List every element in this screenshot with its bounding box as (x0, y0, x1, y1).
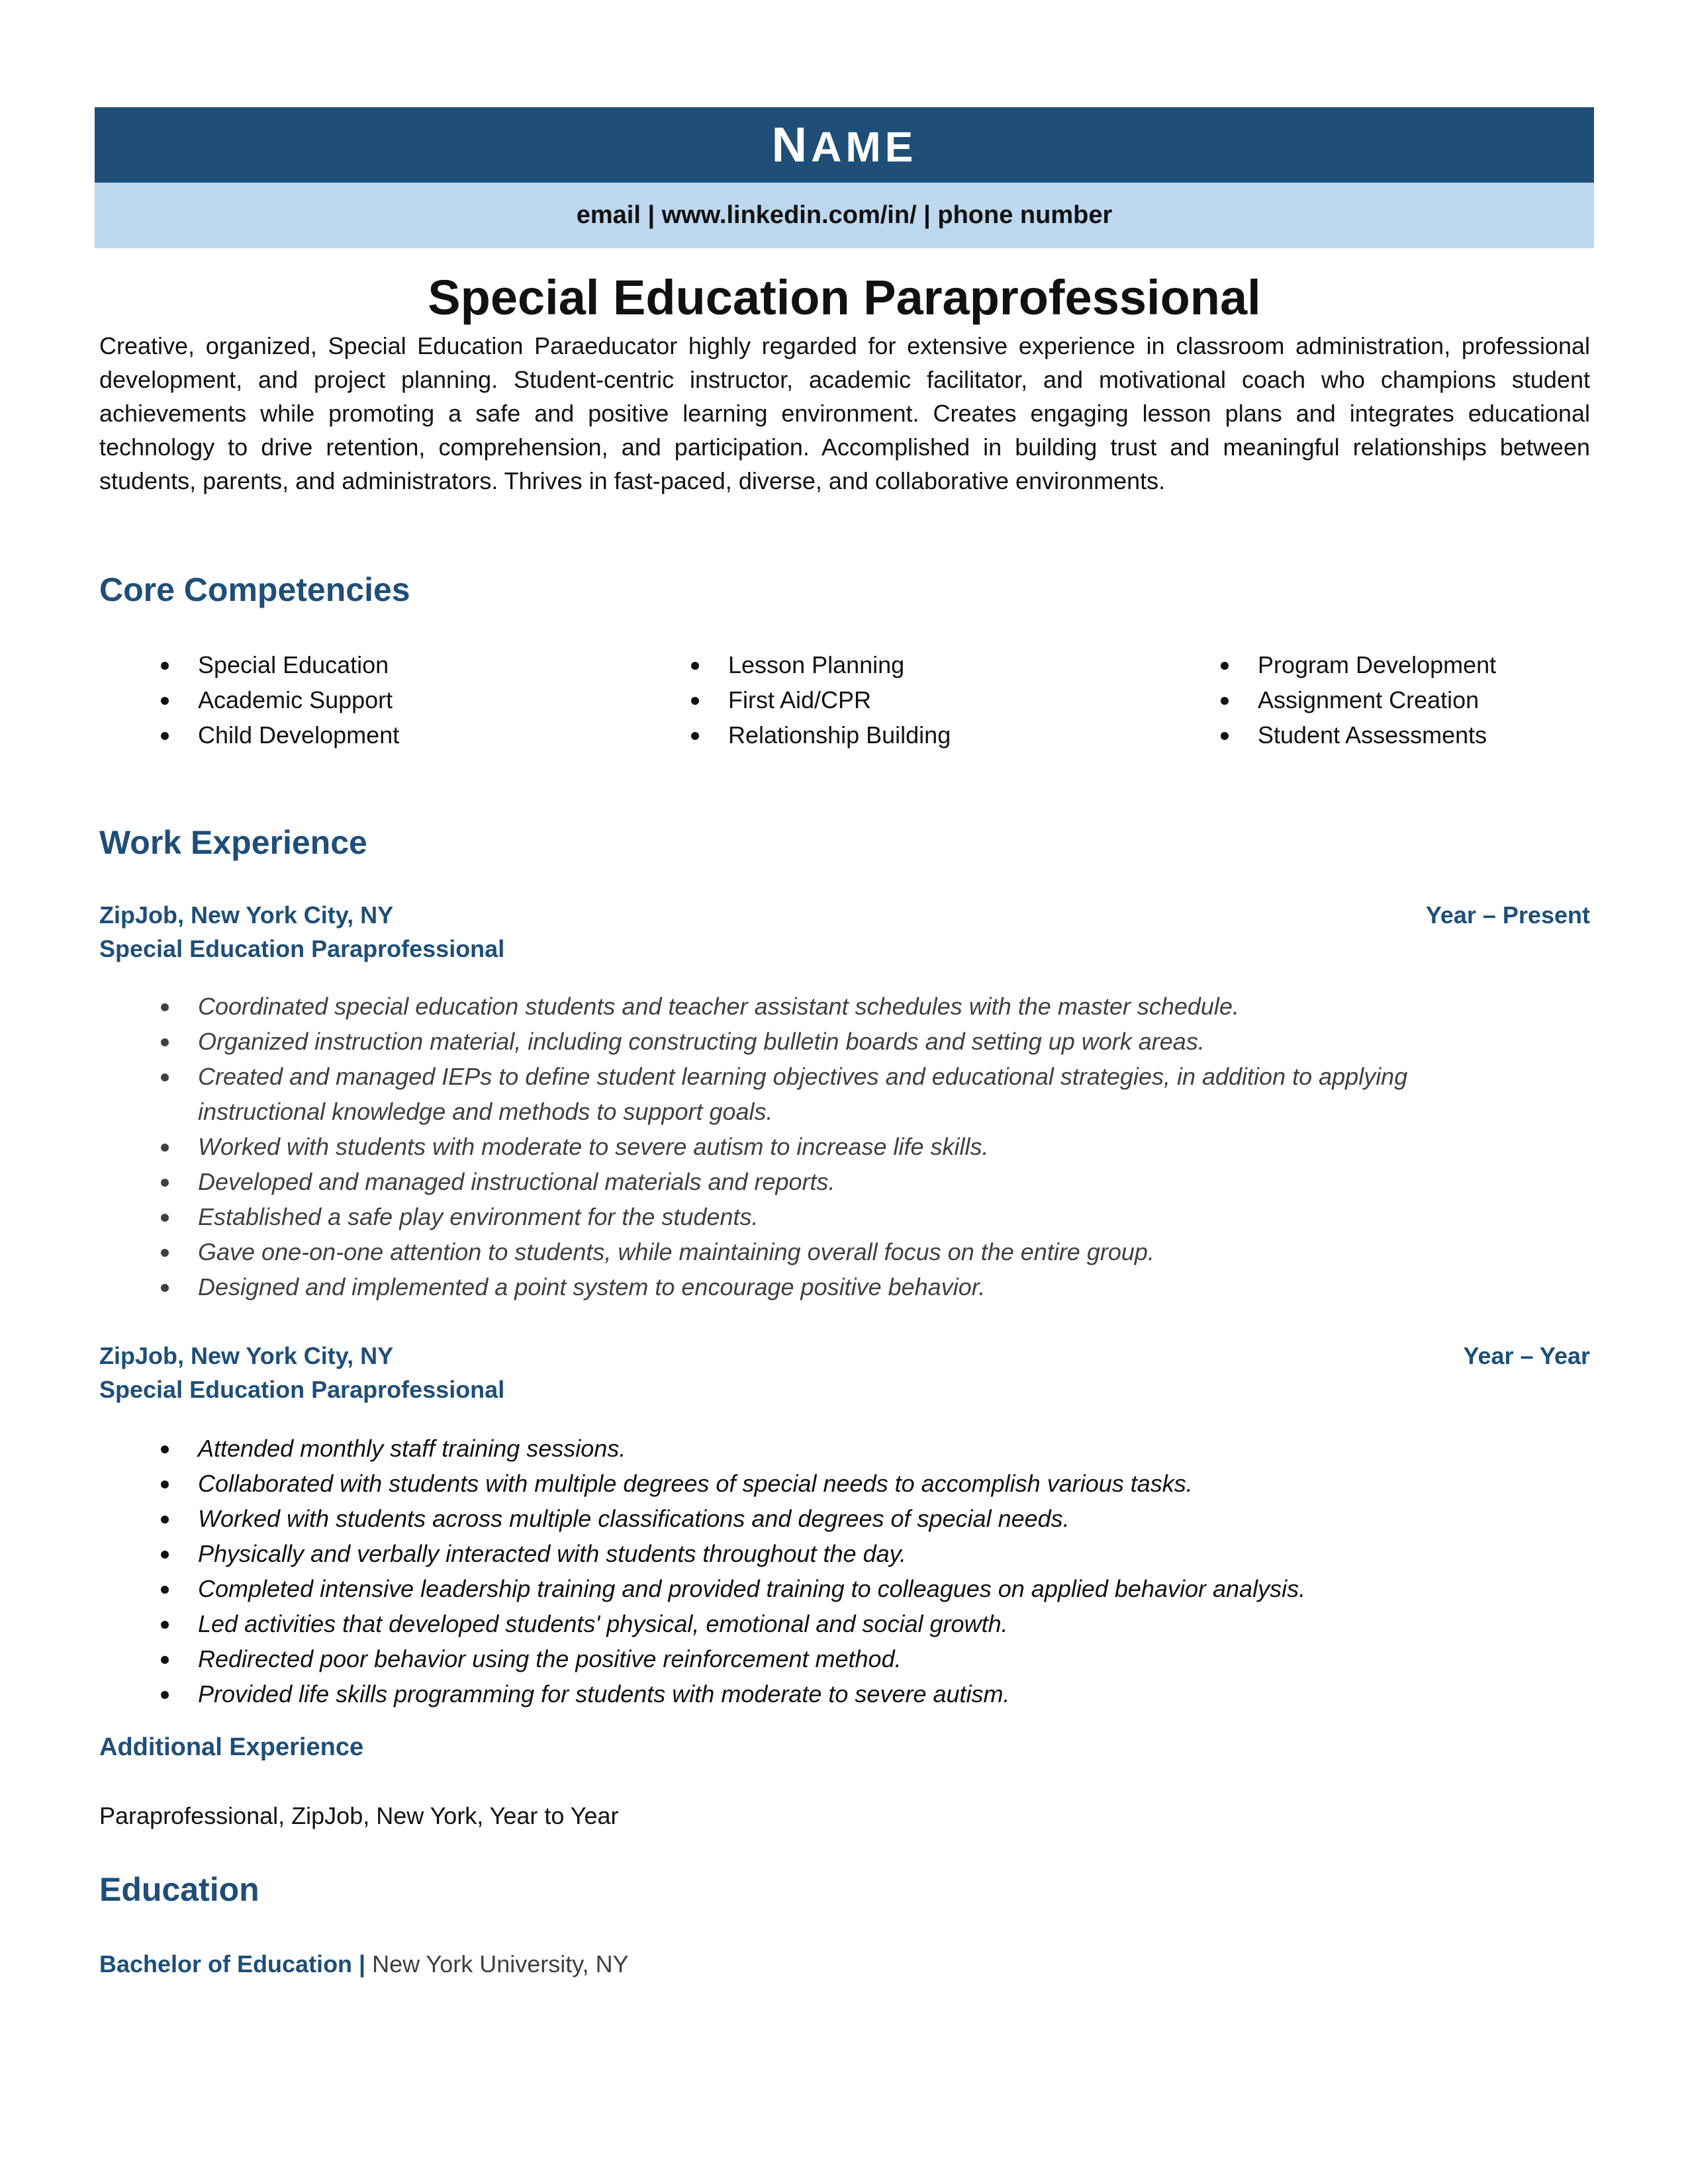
competency-item: Assignment Creation (1258, 682, 1688, 717)
contact-line: email | www.linkedin.com/in/ | phone number (95, 183, 1594, 248)
job-bullet: Developed and managed instructional materials and reports. (198, 1164, 1588, 1199)
competency-item: Lesson Planning (728, 647, 1192, 682)
core-competencies-heading: Core Competencies (99, 571, 410, 608)
job-dates: Year – Year (1463, 1342, 1590, 1369)
additional-experience-text: Paraprofessional, ZipJob, New York, Year to Year (99, 1802, 619, 1829)
job-bullet: Established a safe play environment for the students. (198, 1199, 1588, 1234)
job-role: Special Education Paraprofessional (99, 935, 505, 962)
resume-title: Special Education Paraprofessional (428, 270, 1261, 325)
education-entry (99, 1947, 629, 1981)
competency-item: Student Assessments (1258, 717, 1688, 752)
name-rest: AME (811, 123, 917, 171)
job-bullet: Coordinated special education students and teacher assistant schedules with the master schedule. (198, 989, 1588, 1024)
additional-experience-heading: Additional Experience (99, 1733, 364, 1761)
job-bullet: Provided life skills programming for students with moderate to severe autism. (198, 1676, 1588, 1711)
job-bullet: Attended monthly staff training sessions. (198, 1431, 1588, 1466)
education-heading: Education (99, 1871, 259, 1908)
job-company: ZipJob, New York City, NY (99, 901, 394, 929)
job-1-header (99, 898, 1590, 966)
name-banner (95, 107, 1594, 183)
job-bullet: Collaborated with students with multiple degrees of special needs to accomplish various tasks. (198, 1466, 1588, 1501)
competency-item: First Aid/CPR (728, 682, 1192, 717)
work-experience-heading: Work Experience (99, 824, 367, 861)
job-bullet: Gave one-on-one attention to students, while maintaining overall focus on the entire group. (198, 1234, 1588, 1269)
competency-item: Special Education (198, 647, 661, 682)
job-1-bullets (198, 989, 1588, 1304)
job-2-header (99, 1339, 1590, 1406)
job-2-bullets (198, 1431, 1588, 1711)
job-bullet: Organized instruction material, including constructing bulletin boards and setting up work areas. (198, 1024, 1588, 1059)
competencies-column-2 (728, 647, 1192, 752)
job-bullet: Created and managed IEPs to define student learning objectives and educational strategies, in addition to applying instructional knowledge and methods to support goals. (198, 1059, 1588, 1129)
competency-item: Child Development (198, 717, 661, 752)
job-dates: Year – Present (1425, 901, 1590, 929)
job-company: ZipJob, New York City, NY (99, 1342, 394, 1369)
job-bullet: Led activities that developed students' physical, emotional and social growth. (198, 1606, 1588, 1641)
competency-item: Academic Support (198, 682, 661, 717)
competency-item: Program Development (1258, 647, 1688, 682)
school: New York University, NY (372, 1950, 629, 1978)
job-bullet: Worked with students across multiple classifications and degrees of special needs. (198, 1501, 1588, 1536)
job-bullet: Worked with students with moderate to severe autism to increase life skills. (198, 1129, 1588, 1164)
competency-item: Relationship Building (728, 717, 1192, 752)
summary: Creative, organized, Special Education Paraeducator highly regarded for extensive experience in classroom administration, professional development, and project planning. Student-centric instructor, academic facilitator, and motivational coach who champions student achievements while promoting a safe and positive learning environment. Creates engaging lesson plans and integrates educational technology to drive retention, comprehension, and participation. Accomplished in building trust and meaningful relationships between students, parents, and administrators. Thrives in fast-paced, diverse, and collaborative environments. (99, 332, 1590, 494)
job-bullet: Physically and verbally interacted with students throughout the day. (198, 1536, 1588, 1571)
job-role: Special Education Paraprofessional (99, 1376, 505, 1403)
competencies-column-1 (198, 647, 661, 752)
job-bullet: Completed intensive leadership training and provided training to colleagues on applied behavior analysis. (198, 1571, 1588, 1606)
degree: Bachelor of Education | (99, 1950, 366, 1978)
name-initial: N (771, 117, 812, 172)
competencies-column-3 (1258, 647, 1688, 752)
job-bullet: Redirected poor behavior using the positive reinforcement method. (198, 1641, 1588, 1676)
job-bullet: Designed and implemented a point system to encourage positive behavior. (198, 1269, 1588, 1304)
